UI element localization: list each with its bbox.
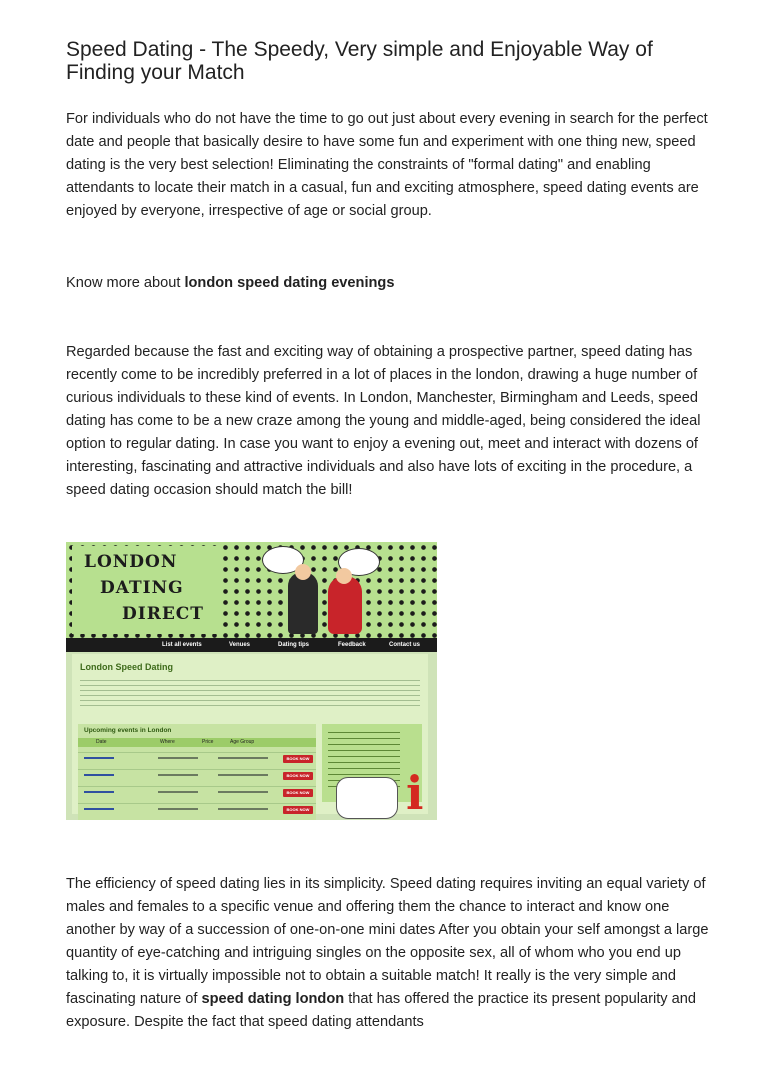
col-price: Price (202, 739, 214, 745)
nav-feedback: Feedback (338, 642, 366, 648)
body-paragraph-2: Regarded because the fast and exciting way of obtaining a prospective partner, speed dating has recently come to be incredibly preferred in a lot of places in the london, drawing a huge number of curious individuals to these kind of events. In London, Manchester, Birmingham and Leeds, speed dating has come to be a new craze among the young and middle-aged, being considered the ideal option to regular dating. In case you want to enjoy a evening out, meet and interact with dozens of interesting, fascinating and attractive individuals and also have lots of exciting in the procedure, a speed dating occasion should match the bill! (66, 344, 701, 498)
site-intro-text (80, 680, 420, 710)
p4-text-1: The efficiency of speed dating lies in its simplicity. Speed dating requires inviting an equal variety of males and females to a specific venue and offering them the chance to interact and know one another by way of a succession of one-on-one mini dates After you obtain your self amongst a large quantity of eye-catching and intriguing singles on the opposite sex, all of whom who you end up talking to, it is virtually impossible not to obtain a suitable match! It really is the very simple and fascinating nature of (66, 876, 709, 1007)
nav-dating-tips: Dating tips (278, 642, 309, 648)
know-more-link[interactable]: london speed dating evenings (184, 275, 395, 291)
man-face (295, 564, 311, 580)
book-now-button: BOOK NOW (283, 806, 313, 814)
cartoon-bubble (336, 777, 398, 819)
london-dating-direct-screenshot (66, 542, 437, 820)
nav-list-events: List all events (162, 642, 202, 648)
woman-illustration (328, 576, 362, 634)
table-row (78, 803, 316, 816)
speed-dating-london-link[interactable]: speed dating london (201, 991, 345, 1007)
book-now-button: BOOK NOW (283, 772, 313, 780)
nav-contact-us: Contact us (389, 642, 421, 648)
logo-line-2: DATING (100, 578, 184, 598)
events-heading: Upcoming events in London (84, 727, 172, 734)
intro-paragraph: For individuals who do not have the time to go out just about every evening in search for the perfect date and people that basically desire to have some fun and experiment with one thing new, speed dating is the very best selection! Eliminating the constraints of "formal dating" and enabling attendants to locate their match in a casual, fun and exciting atmosphere, speed dating events are enjoyed by everyone, irrespective of age or social group. (66, 111, 708, 219)
know-more-line (66, 272, 716, 295)
logo-line-1: LONDON (84, 552, 178, 572)
body-paragraph-3 (66, 873, 716, 1034)
book-now-button: BOOK NOW (283, 755, 313, 763)
events-table (78, 724, 316, 820)
site-section-title: London Speed Dating (80, 662, 173, 672)
man-illustration (288, 572, 318, 634)
info-i-icon: i (406, 766, 424, 820)
nav-venues: Venues (229, 642, 251, 648)
table-row (78, 752, 316, 765)
logo-line-3: DIRECT (122, 604, 204, 624)
events-columns (78, 738, 316, 747)
woman-face (336, 568, 352, 584)
table-row (78, 769, 316, 782)
document-title: Speed Dating - The Speedy, Very simple and Enjoyable Way of Finding your Match (66, 38, 653, 84)
book-now-button: BOOK NOW (283, 789, 313, 797)
col-date: Date (96, 739, 107, 745)
col-age-group: Age Group (230, 739, 255, 745)
p4-text-2: that has offered the practice its present popularity and exposure. Despite the fact that speed dating attendants (66, 991, 697, 1030)
col-where: Where (160, 739, 175, 745)
site-navbar (66, 638, 437, 652)
table-row (78, 786, 316, 799)
know-more-prefix: Know more about (66, 275, 185, 291)
site-logo (72, 546, 222, 634)
